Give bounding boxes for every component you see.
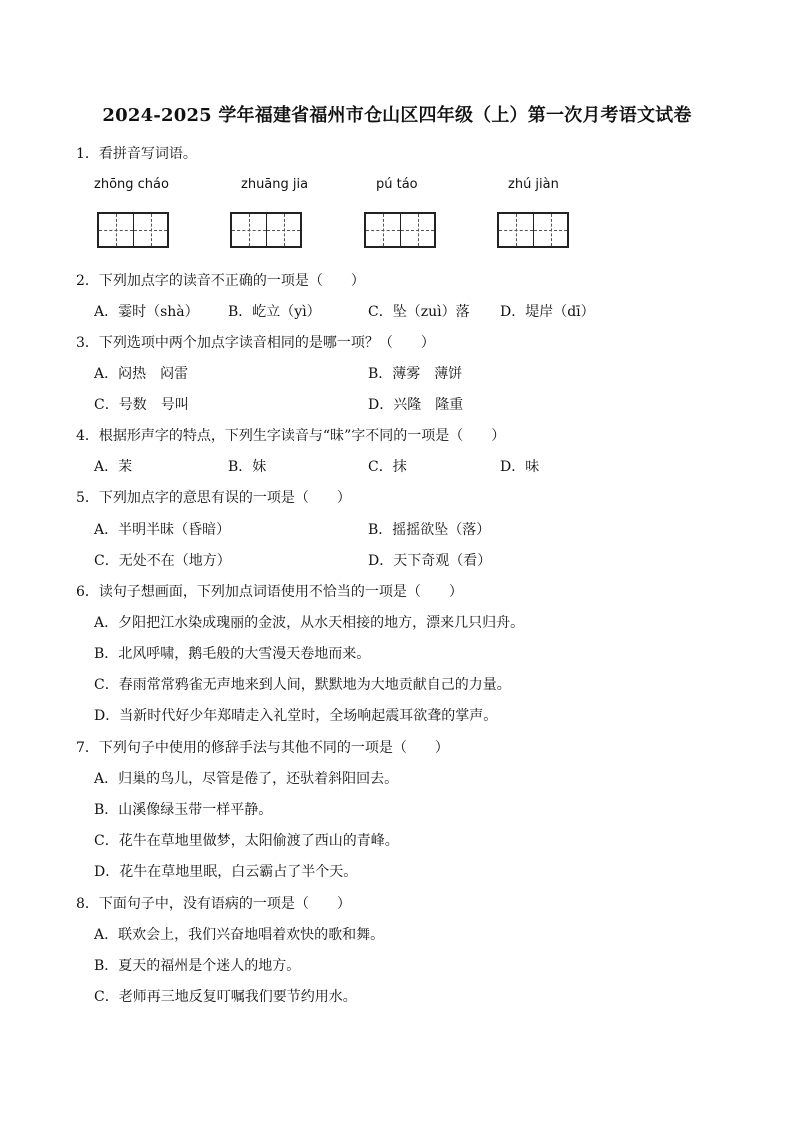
question-3-option-b: B．薄雾 薄饼: [368, 366, 463, 382]
question-7-option-a: A．归巢的鸟儿，尽管是倦了，还驮着斜阳回去。: [94, 771, 399, 787]
question-3-stem: 3．下列选项中两个加点字读音相同的是哪一项？（ ）: [76, 335, 435, 351]
question-5-option-a: A．半明半昧（昏暗）: [94, 522, 231, 538]
question-7-option-b: B．山溪像绿玉带一样平静。: [94, 802, 273, 818]
question-5-option-c: C．无处不在（地方）: [94, 553, 231, 569]
question-5-option-b: B．摇摇欲坠（落）: [368, 522, 491, 538]
question-4-option-b: B．妹: [228, 459, 267, 475]
question-3-option-d: D．兴隆 隆重: [368, 397, 464, 413]
question-4-option-c: C．抹: [368, 459, 407, 475]
question-7-option-c: C．花牛在草地里做梦，太阳偷渡了西山的青峰。: [94, 833, 399, 849]
question-8-stem: 8．下面句子中，没有语病的一项是（ ）: [76, 896, 351, 912]
writing-grid-4[interactable]: [497, 212, 569, 248]
question-4-option-d: D．味: [500, 459, 540, 475]
question-2-option-b: B．屹立（yì）: [228, 304, 321, 320]
pinyin-3: pú táo: [376, 177, 418, 192]
question-6-option-d: D．当新时代好少年郑晴走入礼堂时，全场响起震耳欲聋的掌声。: [94, 708, 498, 724]
question-6-option-a: A．夕阳把江水染成瑰丽的金波，从水天相接的地方，漂来几只归舟。: [94, 615, 525, 631]
question-5-option-d: D．天下奇观（看）: [368, 553, 492, 569]
question-2-option-a: A．霎时（shà）: [94, 304, 199, 320]
page-title: 2024-2025 学年福建省福州市仓山区四年级（上）第一次月考语文试卷: [102, 105, 692, 126]
writing-grid-3[interactable]: [364, 212, 436, 248]
pinyin-1: zhōng cháo: [94, 177, 169, 192]
question-5-stem: 5．下列加点字的意思有误的一项是（ ）: [76, 490, 351, 506]
question-4-stem: 4．根据形声字的特点，下列生字读音与“昧”字不同的一项是（ ）: [76, 428, 506, 444]
question-2-stem: 2．下列加点字的读音不正确的一项是（ ）: [76, 273, 365, 289]
question-8-option-b: B．夏天的福州是个迷人的地方。: [94, 958, 301, 974]
question-4-option-a: A．茉: [94, 459, 133, 475]
question-7-option-d: D．花牛在草地里眠，白云霸占了半个天。: [94, 864, 358, 880]
question-1-stem: 1．看拼音写词语。: [76, 146, 197, 162]
writing-grid-1[interactable]: [97, 212, 169, 248]
question-6-stem: 6．读句子想画面，下列加点词语使用不恰当的一项是（ ）: [76, 584, 463, 600]
question-3-option-a: A．闷热 闷雷: [94, 366, 189, 382]
pinyin-2: zhuāng jia: [241, 177, 309, 192]
question-8-option-a: A．联欢会上，我们兴奋地唱着欢快的歌和舞。: [94, 927, 385, 943]
writing-grid-2[interactable]: [230, 212, 302, 248]
question-7-stem: 7．下列句子中使用的修辞手法与其他不同的一项是（ ）: [76, 740, 449, 756]
question-2-option-d: D．堤岸（dī）: [500, 304, 595, 320]
question-3-option-c: C．号数 号叫: [94, 397, 189, 413]
question-8-option-c: C．老师再三地反复叮嘱我们要节约用水。: [94, 989, 357, 1005]
question-6-option-b: B．北风呼啸，鹅毛般的大雪漫天卷地而来。: [94, 646, 371, 662]
question-2-option-c: C．坠（zuì）落: [368, 304, 470, 320]
question-6-option-c: C．春雨常常鸦雀无声地来到人间，默默地为大地贡献自己的力量。: [94, 677, 511, 693]
pinyin-4: zhú jiàn: [508, 177, 559, 192]
